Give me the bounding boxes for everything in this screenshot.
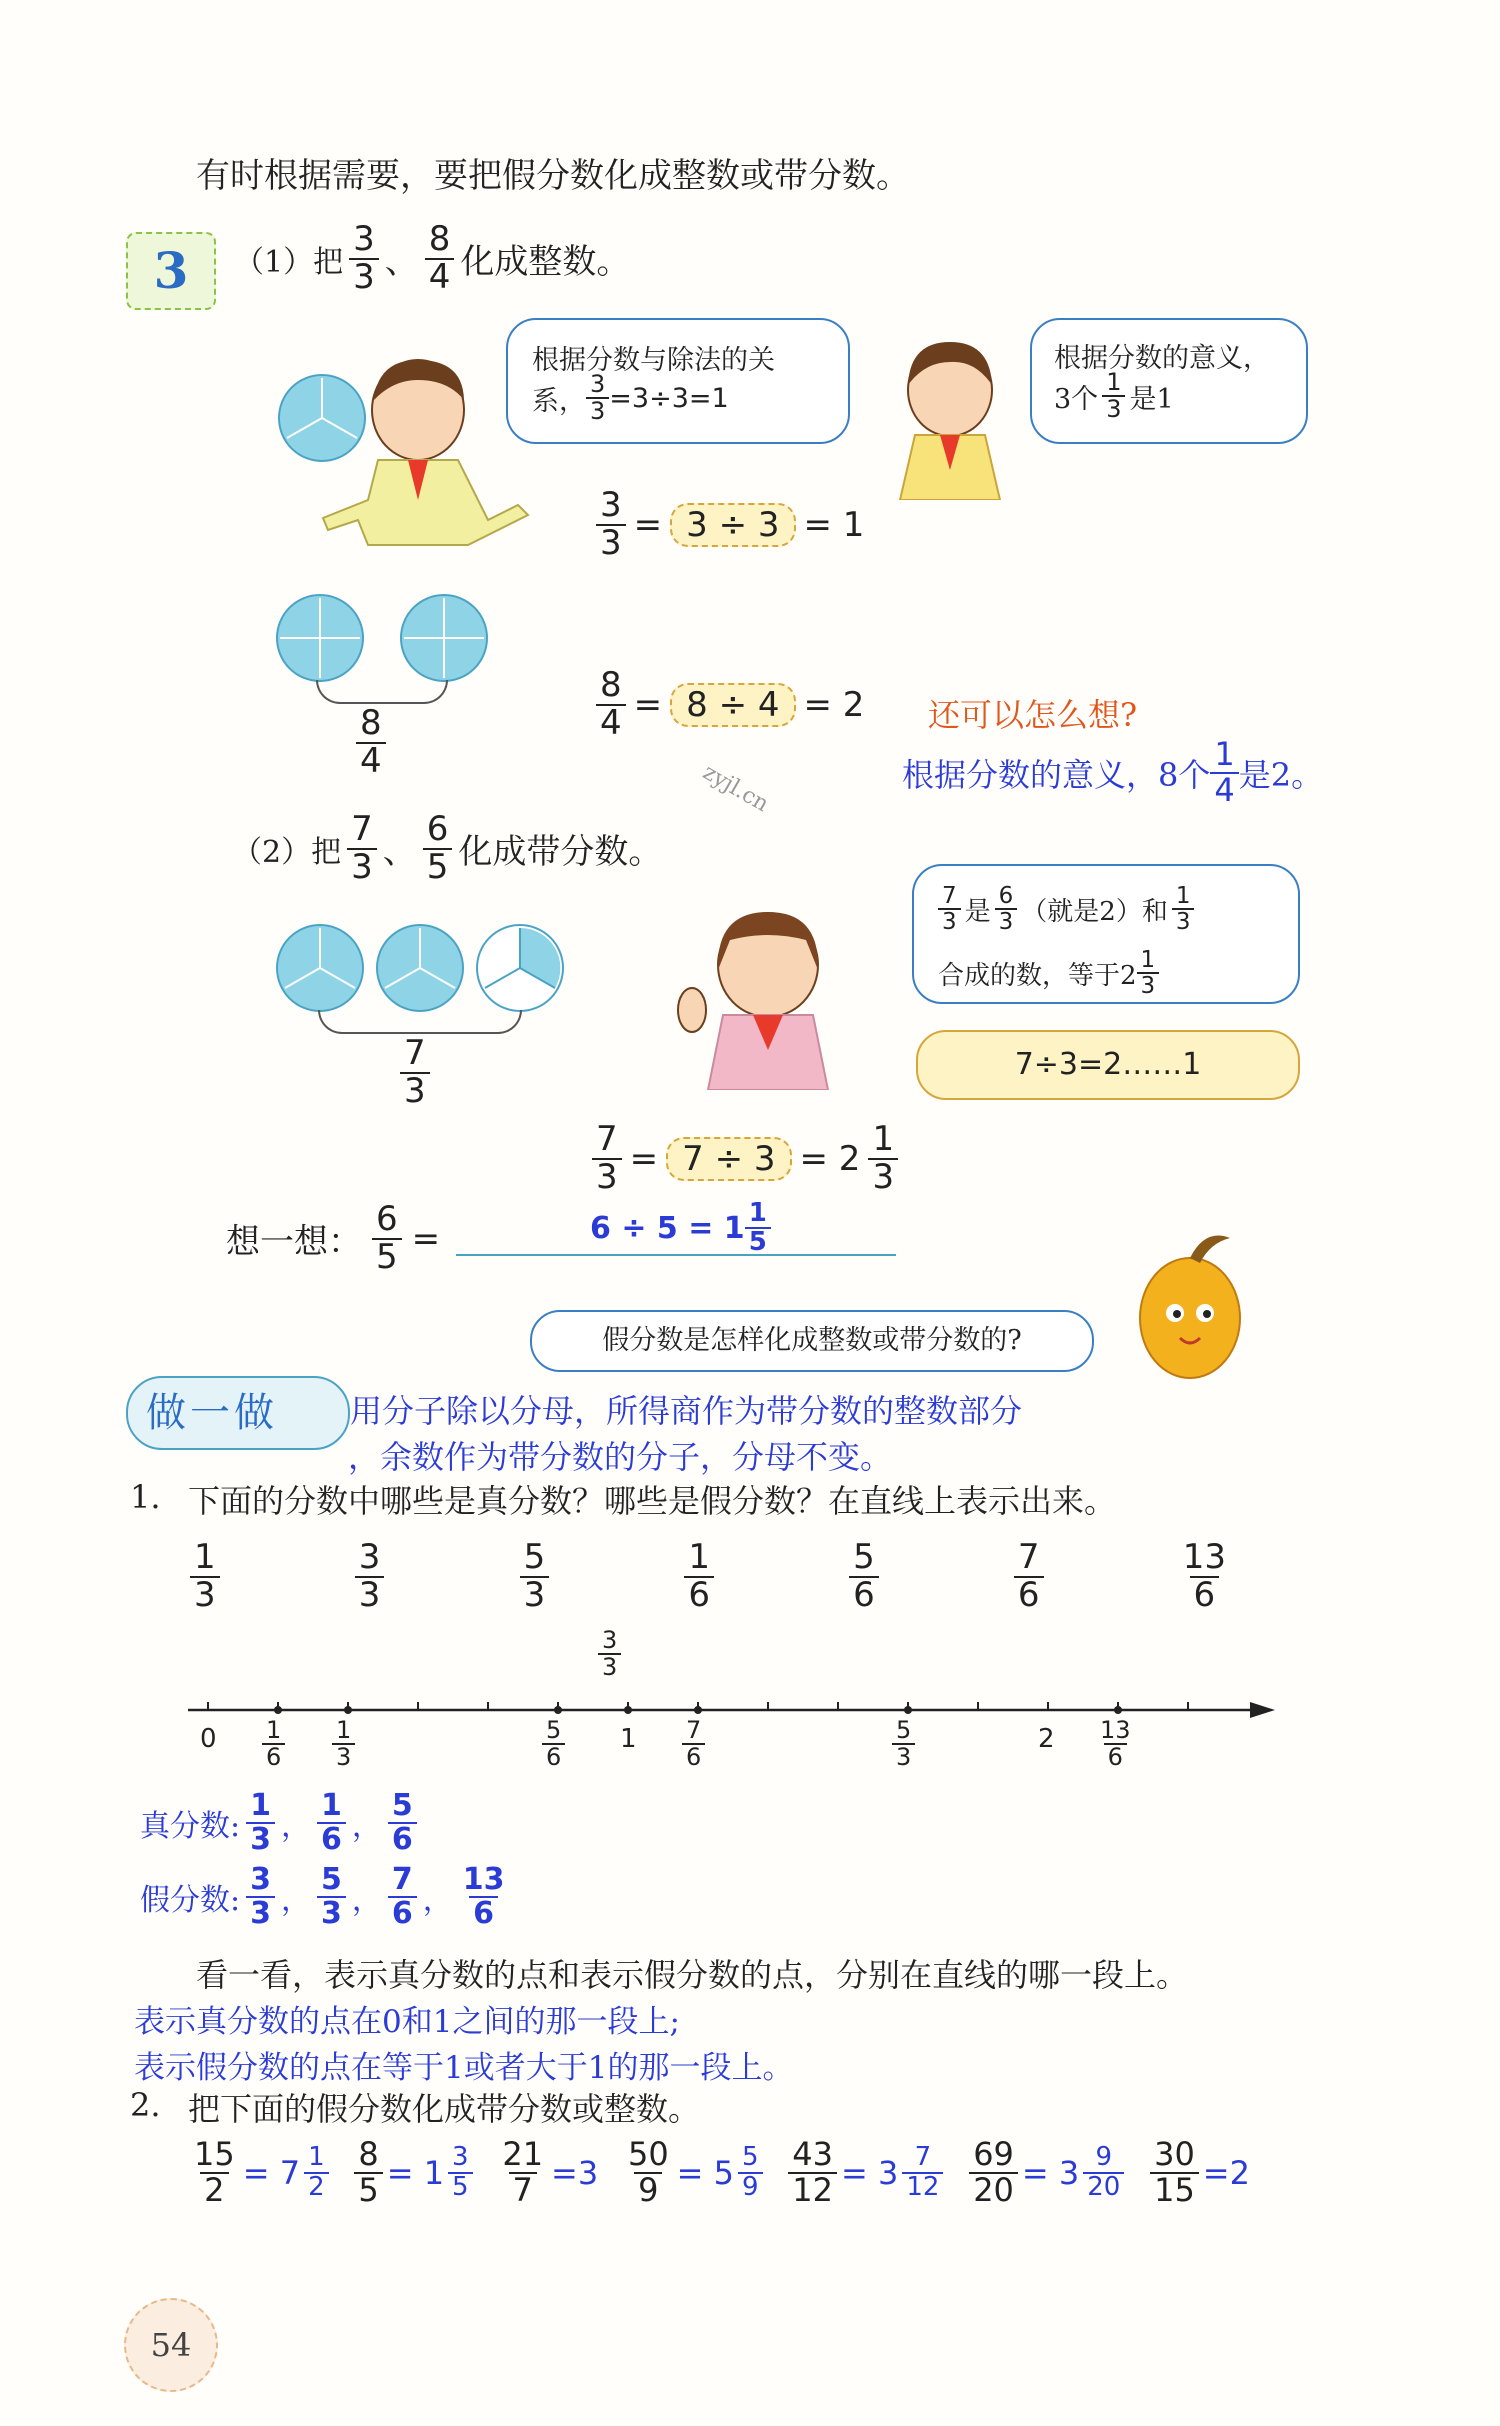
- q1-frac: $\frac{7}{6}$: [1014, 1540, 1044, 1613]
- equation-8-over-4: $\frac{8}{4}$ = 8 ÷ 4 = 2: [596, 668, 864, 741]
- q2-item: $\frac{21}{7}$ =3: [502, 2135, 599, 2209]
- q1-frac: $\frac{5}{3}$: [520, 1540, 550, 1613]
- q2-item: $\frac{43}{12}$ = 3 $\frac{7}{12}$: [788, 2138, 943, 2207]
- boy-speech-bubble: [506, 318, 850, 444]
- do-it-answer-line2: ，余数作为带分数的分子，分母不变。: [348, 1438, 893, 1476]
- girl2-illustration: [668, 900, 848, 1090]
- do-it-badge: [126, 1376, 350, 1450]
- q2-item: $\frac{30}{15}$ =2: [1150, 2138, 1250, 2207]
- brace-1: [316, 680, 448, 704]
- girl-bubble-line2: 3个 $\frac{1}{3}$ 是1: [1054, 368, 1174, 424]
- think-line: 想一想： $\frac{6}{5}$ =: [226, 1199, 441, 1277]
- eq1-result: = 1: [803, 504, 865, 545]
- pie-thirds-1: [276, 924, 364, 1012]
- q1-frac: $\frac{1}{3}$: [190, 1540, 220, 1613]
- part1-frac-b: $\frac{8}{4}$: [425, 222, 455, 295]
- intro-text: 有时根据需要，要把假分数化成整数或带分数。: [196, 156, 910, 196]
- part2-bubble-line2: 合成的数，等于2 $\frac{1}{3}$: [938, 948, 1159, 998]
- pie-thirds-3-partial: [476, 924, 564, 1012]
- equation-3-over-3: $\frac{3}{3}$ = 3 ÷ 3 = 1: [596, 488, 864, 561]
- q1-number: 1.: [130, 1478, 161, 1516]
- q2-item: $\frac{8}{5}$ = 1 $\frac{3}{5}$: [354, 2138, 472, 2207]
- q1-look-answer2: 表示假分数的点在等于1或者大于1的那一段上。: [134, 2050, 794, 2086]
- pie-quarters-2: [400, 594, 488, 682]
- mascot-illustration: [1110, 1218, 1260, 1388]
- girl-bubble-frac: $\frac{1}{3}$: [1102, 370, 1125, 422]
- girl-speech-bubble: [1030, 318, 1308, 444]
- improper-answer: 假分数: $\frac{3}{3}$ ， $\frac{5}{3}$ ， $\frac{7}{6}$ ， $\frac{13}{6}$: [140, 1862, 505, 1931]
- eq1-division: 3 ÷ 3: [670, 503, 795, 547]
- part2-bubble-line1: $\frac{7}{3}$ 是 $\frac{6}{3}$ （就是2）和 $\frac{1}{3}$: [938, 884, 1194, 934]
- q1-frac: $\frac{5}{6}$: [849, 1540, 879, 1613]
- q1-look-answer1: 表示真分数的点在0和1之间的那一段上;: [134, 2004, 680, 2040]
- pie-thirds-2: [376, 924, 464, 1012]
- line-label: $\frac{1}{6}$: [262, 1718, 285, 1770]
- page-number: 54: [150, 2326, 192, 2364]
- example-badge: [126, 232, 216, 310]
- line-two: 2: [1038, 1724, 1055, 1754]
- girl-bubble-line1: 根据分数的意义，: [1054, 343, 1270, 374]
- boy-bubble-line1: 根据分数与除法的关: [532, 345, 775, 376]
- eq1-frac: $\frac{3}{3}$: [596, 488, 626, 561]
- q2-text: 把下面的假分数化成带分数或整数。: [188, 2090, 701, 2128]
- eq2-frac: $\frac{8}{4}$: [596, 668, 626, 741]
- brace-frac-7-3: $\frac{7}{3}$: [400, 1036, 430, 1109]
- proper-answer: 真分数: $\frac{1}{3}$ ， $\frac{1}{6}$ ， $\frac{5}{6}$: [140, 1790, 417, 1855]
- mascot-speech-bubble: [530, 1310, 1094, 1372]
- q1-frac: $\frac{13}{6}$: [1182, 1537, 1226, 1615]
- brace-2: [318, 1010, 522, 1034]
- pie-quarters-1: [276, 594, 364, 682]
- q1-frac: $\frac{3}{3}$: [355, 1540, 385, 1613]
- line-label: $\frac{5}{3}$: [892, 1718, 915, 1770]
- sep: 、: [384, 242, 419, 283]
- line-label: $\frac{7}{6}$: [682, 1718, 705, 1770]
- think-answer: 6 ÷ 5 = 1 $\frac{1}{5}$: [590, 1200, 771, 1257]
- q2-items: [190, 2135, 1250, 2209]
- q2-item: $\frac{69}{20}$ = 3 $\frac{9}{20}$: [969, 2138, 1124, 2207]
- mascot-bubble-text: 假分数是怎样化成整数或带分数的?: [602, 1325, 1022, 1356]
- part1-frac-a: $\frac{3}{3}$: [349, 222, 379, 295]
- part1-suffix: 化成整数。: [460, 242, 631, 283]
- part1-heading: [234, 219, 631, 297]
- q1-text: 下面的分数中哪些是真分数？哪些是假分数？在直线上表示出来。: [188, 1482, 1117, 1520]
- eq2-result: = 2: [803, 684, 865, 725]
- other-way-answer: 根据分数的意义，8个 $\frac{1}{4}$ 是2。: [902, 735, 1324, 809]
- line-one: 1: [620, 1724, 637, 1754]
- q2-item: $\frac{15}{2}$ = 7 $\frac{1}{2}$: [190, 2138, 329, 2207]
- q1-look-text: 看一看，表示真分数的点和表示假分数的点，分别在直线的哪一段上。: [196, 1956, 1189, 1994]
- girl-illustration: [880, 330, 1010, 500]
- brace-frac-8-4: $\frac{8}{4}$: [356, 706, 386, 779]
- watermark: zyjl.cn: [698, 759, 773, 818]
- line-label-3-3: $\frac{3}{3}$: [598, 1628, 621, 1680]
- boy-bubble-line2: 系， $\frac{3}{3}$ =3÷3=1: [532, 370, 729, 426]
- eq3-division: 7 ÷ 3: [666, 1137, 791, 1181]
- q2-item: $\frac{50}{9}$ = 5 $\frac{5}{9}$: [624, 2138, 763, 2207]
- line-label: $\frac{13}{6}$: [1100, 1716, 1131, 1772]
- part2-speech-bubble: [912, 864, 1300, 1004]
- eq2-division: 8 ÷ 4: [670, 683, 795, 727]
- example-number: 3: [153, 241, 189, 300]
- division-box: 7÷3=2……1: [916, 1030, 1300, 1100]
- part1-label: （1）把: [234, 244, 344, 280]
- page-number-badge: [124, 2298, 218, 2392]
- q2-number: 2.: [130, 2086, 161, 2124]
- other-way-prompt: 还可以怎么想?: [928, 696, 1138, 734]
- boy-bubble-frac: $\frac{3}{3}$: [586, 372, 609, 424]
- line-label: $\frac{1}{3}$: [332, 1718, 355, 1770]
- q1-fraction-row: [190, 1537, 1230, 1615]
- do-it-title: 做一做: [146, 1390, 278, 1436]
- line-zero: 0: [200, 1724, 217, 1754]
- part2-heading: （2）把 $\frac{7}{3}$ 、 $\frac{6}{5}$ 化成带分数。: [232, 809, 663, 887]
- q1-frac: $\frac{1}{6}$: [684, 1540, 714, 1613]
- equation-7-over-3: $\frac{7}{3}$ = 7 ÷ 3 = 2 $\frac{1}{3}$: [592, 1122, 898, 1195]
- line-label: $\frac{5}{6}$: [542, 1718, 565, 1770]
- do-it-answer-line1: 用分子除以分母，所得商作为带分数的整数部分: [350, 1392, 1023, 1430]
